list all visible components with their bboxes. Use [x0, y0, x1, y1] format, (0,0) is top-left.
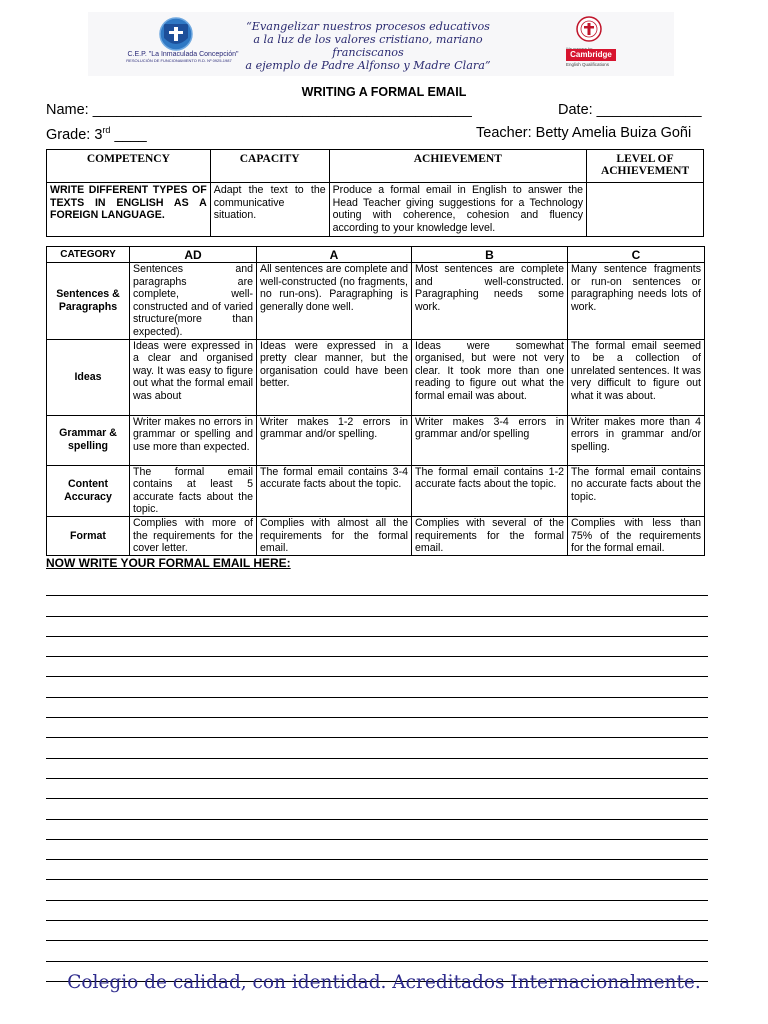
rubric-cell-c: Many sentence fragments or run-on sentences or paragraphing needs lots of work. [568, 263, 705, 340]
rubric-cell-c: The formal email contains no accurate facts about the topic. [568, 465, 705, 516]
achievement-cell: Produce a formal email in English to answer the Head Teacher giving suggestions for a Technology outing with coherence, cohesion and fluency according to your knowledge level. [329, 183, 586, 237]
writing-line[interactable] [46, 860, 708, 880]
rubric-row [47, 263, 705, 340]
rubric-cell-a: Complies with almost all the requirements for the formal email. [257, 516, 412, 555]
rubric-cell-ad: Ideas were expressed in a clear and organised way. It was easy to figure out what the formal email was about [130, 339, 257, 415]
writing-line[interactable] [46, 698, 708, 718]
rubric-category: Format [47, 516, 130, 555]
rubric-header-row [47, 247, 705, 263]
rubric-category: Sentences & Paragraphs [47, 263, 130, 340]
rubric-header-ad: AD [130, 247, 257, 263]
rubric-cell-b: Complies with several of the requirements for the formal email. [412, 516, 568, 555]
rubric-cell-b: Ideas were somewhat organised, but were not very clear. It took more than one reading to figure out what the formal email was about. [412, 339, 568, 415]
rubric-header-c: C [568, 247, 705, 263]
writing-line[interactable] [46, 576, 708, 596]
capacity-cell: Adapt the text to the communicative situation. [210, 183, 329, 237]
rubric-cell-c: Complies with less than 75% of the requirements for the formal email. [568, 516, 705, 555]
level-of-achievement-cell[interactable] [587, 183, 704, 237]
rubric-cell-ad: Complies with more of the requirements for the cover letter. [130, 516, 257, 555]
writing-line[interactable] [46, 738, 708, 758]
achievement-header: ACHIEVEMENT [329, 150, 586, 183]
competency-header: COMPETENCY [47, 150, 211, 183]
rubric-header-b: B [412, 247, 568, 263]
writing-line[interactable] [46, 617, 708, 637]
competency-row [47, 183, 704, 237]
competency-header-row [47, 150, 704, 183]
cambridge-subtitle: English Qualifications [566, 62, 610, 67]
rubric-row [47, 465, 705, 516]
competency-cell: WRITE DIFFERENT TYPES OF TEXTS IN ENGLISH AS A FOREIGN LANGUAGE. [47, 183, 211, 237]
school-resolution: RESOLUCIÓN DE FUNCIONAMIENTO R.D. Nº 0925-1987 [126, 58, 232, 63]
rubric-cell-b: Writer makes 3-4 errors in grammar and/or spelling [412, 415, 568, 465]
writing-line[interactable] [46, 637, 708, 657]
writing-line[interactable] [46, 799, 708, 819]
writing-line[interactable] [46, 596, 708, 616]
writing-line[interactable] [46, 880, 708, 900]
capacity-header: CAPACITY [210, 150, 329, 183]
rubric-header-a: A [257, 247, 412, 263]
teacher-label: Teacher: Betty Amelia Buiza Goñi [476, 125, 692, 141]
rubric-cell-a: Ideas were expressed in a pretty clear manner, but the organisation could have been better. [257, 339, 412, 415]
write-email-heading: NOW WRITE YOUR FORMAL EMAIL HERE: [46, 556, 291, 570]
rubric-category: Grammar & spelling [47, 415, 130, 465]
writing-line[interactable] [46, 820, 708, 840]
grade-field[interactable]: Grade: 3rd ____ [46, 125, 147, 143]
rubric-cell-b: The formal email contains 1-2 accurate facts about the topic. [412, 465, 568, 516]
rubric-category: Content Accuracy [47, 465, 130, 516]
rubric-cell-ad: Writer makes no errors in grammar or spelling and use more than expected. [130, 415, 257, 465]
cambridge-wordmark: Cambridge [566, 49, 616, 61]
rubric-cell-b: Most sentences are complete and well-constructed. Paragraphing needs some work. [412, 263, 568, 340]
rubric-header-category: CATEGORY [47, 247, 130, 263]
rubric-category: Ideas [47, 339, 130, 415]
school-motto: “Evangelizar nuestros procesos educativos a la luz de los valores cristiano, mariano franciscanos a ejemplo de Padre Alfonso y Madre Clara” [245, 20, 491, 72]
rubric-cell-ad: Sentences and paragraphs are complete, well-constructed and of varied structure(more than expected). [130, 263, 257, 340]
writing-line[interactable] [46, 718, 708, 738]
rubric-cell-a: All sentences are complete and well-constructed (no fragments, no run-ons). Paragraphing is generally done well. [257, 263, 412, 340]
document-title: WRITING A FORMAL EMAIL [301, 85, 467, 99]
writing-line[interactable] [46, 779, 708, 799]
rubric-row [47, 516, 705, 555]
writing-line[interactable] [46, 657, 708, 677]
writing-line[interactable] [46, 921, 708, 941]
level-of-achievement-header: LEVEL OF ACHIEVEMENT [587, 150, 704, 183]
footer-slogan: Colegio de calidad, con identidad. Acreditados Internacionalmente. [67, 972, 701, 993]
writing-line[interactable] [46, 759, 708, 779]
rubric-row [47, 415, 705, 465]
rubric-cell-ad: The formal email contains at least 5 accurate facts about the topic. [130, 465, 257, 516]
writing-line[interactable] [46, 840, 708, 860]
rubric-cell-a: Writer makes 1-2 errors in grammar and/or spelling. [257, 415, 412, 465]
rubric-cell-c: Writer makes more than 4 errors in grammar and/or spelling. [568, 415, 705, 465]
rubric-table [46, 246, 705, 556]
date-field[interactable]: Date: _____________ [558, 102, 702, 118]
school-name: C.E.P. "La Inmaculada Concepción" [127, 51, 239, 58]
writing-line[interactable] [46, 901, 708, 921]
name-field[interactable]: Name: _______________________________________________ [46, 102, 472, 118]
header-banner [88, 12, 674, 76]
writing-line[interactable] [46, 941, 708, 961]
school-shield-logo [124, 16, 228, 74]
writing-area[interactable] [46, 576, 708, 982]
rubric-cell-a: The formal email contains 3-4 accurate facts about the topic. [257, 465, 412, 516]
rubric-cell-c: The formal email seemed to be a collection of unrelated sentences. It was very difficult to figure out what it was about. [568, 339, 705, 415]
competency-table [46, 149, 704, 237]
writing-line[interactable] [46, 677, 708, 697]
rubric-row [47, 339, 705, 415]
